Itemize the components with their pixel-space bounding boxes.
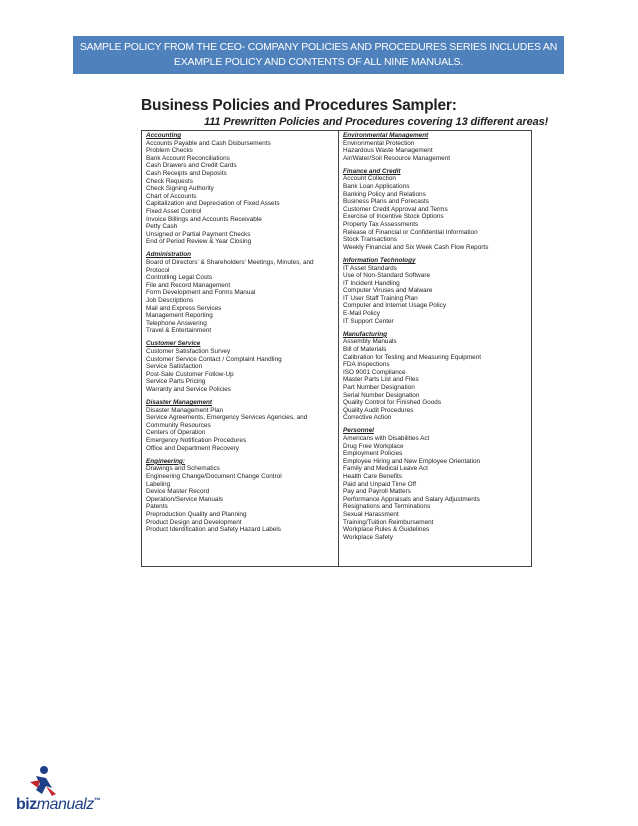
policy-item: Post-Sale Customer Follow-Up: [146, 370, 234, 378]
policy-item: Warranty and Service Policies: [146, 386, 232, 393]
policy-item: Chart of Accounts: [146, 192, 197, 200]
section-title: Administration: [146, 251, 192, 259]
policy-item: Health Care Benefits: [343, 472, 402, 480]
policy-item: Account Collection: [343, 175, 396, 183]
policy-item: IT User Staff Training Plan: [343, 294, 418, 302]
policy-item: ISO 9001 Compliance: [343, 368, 406, 376]
policy-item: Computer Viruses and Malware: [343, 287, 433, 295]
policy-item: Quality Control for Finished Goods: [343, 399, 442, 407]
policy-item: Fixed Asset Control: [146, 207, 202, 215]
policy-item: Preproduction Quality and Planning: [146, 510, 247, 518]
policy-item: Business Plans and Forecasts: [343, 198, 429, 206]
policy-item: Travel & Entertainment: [146, 327, 212, 335]
policy-item: Cash Receipts and Deposits: [146, 169, 227, 177]
section-title: Engineering:: [146, 457, 186, 465]
policy-item: Form Development and Forms Manual: [146, 289, 256, 297]
policy-item: Operation/Service Manuals: [146, 495, 224, 503]
section-title: Customer Service: [146, 340, 201, 348]
policy-item: File and Record Management: [146, 281, 231, 289]
policy-item: Workplace Rules & Guidelines: [343, 526, 430, 534]
policy-item: Management Reporting: [146, 312, 213, 320]
policy-item: Centers of Operation: [146, 429, 206, 437]
banner-line-1: SAMPLE POLICY FROM THE CEO- COMPANY POLICIES AND PROCEDURES SERIES INCLUDES AN: [79, 41, 558, 53]
policy-item: Air/Water/Soil Resource Management: [343, 154, 451, 162]
policy-item: Master Parts List and Files: [343, 376, 419, 384]
policy-item: Emergency Notification Procedures: [146, 437, 247, 445]
policy-item: Banking Policy and Relations: [343, 190, 426, 198]
sampler-title: Business Policies and Procedures Sampler:: [141, 97, 457, 114]
policy-item: Office and Department Recovery: [146, 444, 239, 452]
banner-line-2: EXAMPLE POLICY AND CONTENTS OF ALL NINE MANUALS.: [173, 56, 464, 68]
policy-item: Customer Credit Approval and Terms: [343, 205, 448, 213]
policy-item: End of Period Review & Year Closing: [146, 238, 252, 246]
policy-item: Sexual Harassment: [343, 510, 399, 518]
policy-item: Labeling: [146, 480, 171, 488]
policy-item: Unsigned or Partial Payment Checks: [146, 230, 251, 238]
policy-item: Bill of Materials: [343, 345, 387, 353]
policy-item: Check Requests: [146, 177, 193, 185]
sampler-subtitle: 111 Prewritten Policies and Procedures covering 13 different areas!: [204, 116, 549, 128]
policy-item: Drawings and Schematics: [146, 465, 220, 473]
policy-item: Petty Cash: [146, 223, 178, 231]
policy-item: Employment Policies: [343, 450, 403, 458]
policy-item: Part Number Designation: [343, 383, 415, 391]
policy-item: Customer Service Contact / Complaint Handling: [146, 355, 282, 363]
policy-item: Paid and Unpaid Time Off: [343, 480, 417, 488]
policy-item: Quality Audit Procedures: [343, 406, 414, 414]
brand-logo-text: [16, 796, 100, 814]
policy-item: Serial Number Designation: [343, 391, 420, 399]
policy-item: Board of Directors' & Shareholders' Meetings, Minutes, and: [146, 259, 314, 266]
policy-item: Engineering Change/Document Change Control: [146, 472, 282, 480]
policy-item: Bank Account Reconciliations: [146, 154, 230, 162]
policy-section: [343, 132, 529, 162]
policy-item: Assembly Manuals: [343, 338, 397, 346]
policy-section: [146, 399, 334, 452]
policy-item: Employee Hiring and New Employee Orientation: [343, 457, 481, 465]
policy-item: Product Identification and Safety Hazard Labels: [146, 526, 281, 534]
policy-item: Corrective Action: [343, 414, 392, 422]
policy-section: [146, 458, 334, 534]
policy-item: Training/Tuition Reimbursement: [343, 518, 434, 526]
policy-item: Telephone Answering: [146, 319, 207, 327]
policy-section: [343, 257, 529, 325]
running-figure-icon: [30, 766, 56, 796]
policy-item: Property Tax Assessments: [343, 221, 419, 229]
policy-item: Americans with Disabilities Act: [343, 434, 430, 442]
policy-item: Computer and Internet Usage Policy: [343, 302, 447, 310]
policy-item: Check Signing Authority: [146, 185, 214, 193]
policy-item: Weekly Financial and Six Week Cash Flow Reports: [343, 243, 489, 251]
header-banner: [73, 36, 564, 74]
right-column: [343, 132, 529, 547]
section-title: Manufacturing: [343, 330, 388, 338]
policy-item: IT Asset Standards: [343, 264, 397, 272]
policy-section: [146, 132, 334, 246]
policy-item: Stock Transactions: [343, 236, 397, 244]
policy-item: Device Master Record: [146, 488, 210, 496]
policy-item: Environmental Protection: [343, 139, 415, 147]
policy-item: Calibration for Testing and Measuring Equipment: [343, 353, 482, 361]
policy-item: Service Parts Pricing: [146, 378, 206, 386]
policy-item: Release of Financial or Confidential Information: [343, 228, 478, 236]
policy-item: Patents: [146, 503, 168, 511]
policy-item: Accounts Payable and Cash Disbursements: [146, 139, 271, 147]
policy-item: Problem Checks: [146, 147, 193, 155]
column-divider: [338, 131, 339, 566]
policy-item: Service Satisfaction: [146, 363, 203, 371]
policy-item: IT Incident Handling: [343, 279, 400, 287]
policy-section: [343, 427, 529, 541]
section-title: Finance and Credit: [343, 167, 401, 175]
policy-item: Service Agreements, Emergency Services Agencies, and: [146, 414, 308, 422]
left-column: [146, 132, 334, 539]
policy-item: Performance Appraisals and Salary Adjustments: [343, 495, 480, 503]
policy-item: Invoice Billings and Accounts Receivable: [146, 215, 262, 223]
policy-item: Mail and Express Services: [146, 304, 222, 312]
policy-item: Controlling Legal Costs: [146, 274, 213, 282]
policy-item: FDA Inspections: [343, 361, 390, 369]
policy-item: Pay and Payroll Matters: [343, 488, 411, 496]
section-title: Information Technology: [343, 256, 416, 264]
section-title: Disaster Management: [146, 399, 213, 407]
policy-item: Product Design and Development: [146, 518, 242, 526]
section-title: Personnel: [343, 427, 374, 435]
policy-item: Exercise of Incentive Stock Options: [343, 213, 444, 221]
section-title: Environmental Management: [343, 132, 429, 139]
logo-light: manualz: [36, 796, 94, 813]
policy-item: Capitalization and Depreciation of Fixed Assets: [146, 200, 280, 208]
logo-bold: biz: [16, 796, 37, 813]
policy-item: Customer Satisfaction Survey: [146, 348, 231, 356]
policy-item: Protocol: [146, 266, 170, 274]
policy-section: [146, 251, 334, 335]
policy-item: Use of Non-Standard Software: [343, 272, 431, 280]
policy-item: IT Support Center: [343, 317, 394, 325]
policy-item: Family and Medical Leave Act: [343, 465, 428, 473]
policy-table: [141, 130, 532, 567]
policy-section: [343, 168, 529, 252]
policy-item: Drug Free Workplace: [343, 442, 404, 450]
policy-item: Cash Drawers and Credit Cards: [146, 162, 237, 170]
policy-item: Community Resources: [146, 421, 211, 429]
policy-item: Resignations and Terminations: [343, 503, 431, 511]
policy-item: Job Descriptions: [146, 296, 194, 304]
policy-item: E-Mail Policy: [343, 310, 380, 318]
policy-section: [343, 331, 529, 422]
policy-item: Hazardous Waste Management: [343, 147, 433, 155]
policy-item: Bank Loan Applications: [343, 183, 410, 191]
section-title: Accounting: [146, 132, 182, 139]
policy-item: Workplace Safety: [343, 533, 393, 541]
policy-section: [146, 340, 334, 393]
logo-trademark: ™: [93, 797, 101, 805]
policy-item: Disaster Management Plan: [146, 406, 224, 414]
